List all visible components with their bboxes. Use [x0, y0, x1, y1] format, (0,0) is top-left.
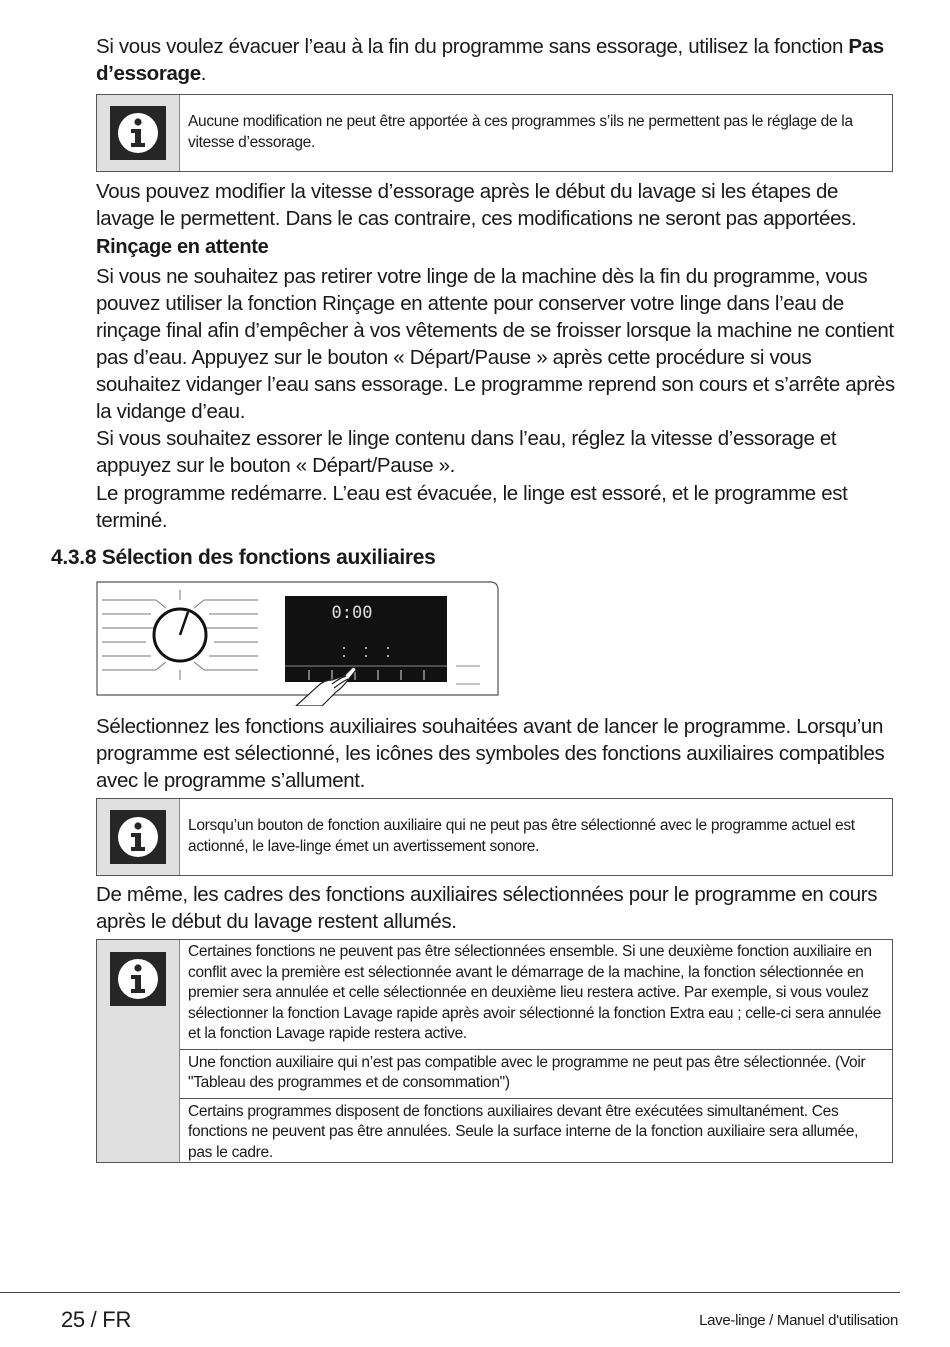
note-2-text: Lorsqu’un bouton de fonction auxiliaire qui ne peut pas être sélectionné avec le programme actuel est actionné, le lave-linge émet un avertissement sonore. [188, 817, 855, 855]
note-1-text: Aucune modification ne peut être apportée à ces programmes s’ils ne permettent pas le réglage de la vitesse d’essorage. [188, 113, 853, 151]
speed-paragraph: Vous pouvez modifier la vitesse d’essorage après le début du lavage si les étapes de lavage le permettent. Dans le cas contraire, ces modifications ne seront pas apportées. [96, 180, 857, 230]
info-note-3 [96, 939, 893, 1163]
intro-bold-term: Pas d’essorage [96, 35, 884, 85]
note-body [180, 95, 892, 171]
info-icon [110, 810, 166, 864]
info-icon [110, 952, 166, 1006]
page-number: 25 / FR [61, 1307, 132, 1332]
note-3-text-2: Une fonction auxiliaire qui n’est pas compatible avec le programme ne peut pas être sélectionnée. (Voir "Tableau des programmes et de consommation") [180, 1049, 892, 1098]
note-3-text-3: Certains programmes disposent de fonctions auxiliaires devant être exécutées simultanément. Ces fonctions ne peuvent pas être annulées. Seule la surface interne de la fonction auxiliaire sera allumée, pas le cadre. [180, 1098, 892, 1168]
document-name: Lave-linge / Manuel d'utilisation [699, 1312, 898, 1329]
control-panel-illustration [96, 580, 500, 711]
section-heading: 4.3.8 Sélection des fonctions auxiliaires [51, 546, 436, 569]
select-paragraph: Sélectionnez les fonctions auxiliaires souhaitées avant de lancer le programme. Lorsqu’un programme est sélectionné, les icônes des symboles des fonctions auxiliaires compatibles avec le programme s’allument. [96, 715, 885, 792]
frames-paragraph: De même, les cadres des fonctions auxiliaires sélectionnées pour le programme en cours après le début du lavage restent allumés. [96, 883, 878, 933]
info-note-1 [96, 94, 893, 172]
intro-end: . [200, 62, 207, 85]
display-time: 0:00 [331, 603, 373, 623]
note-icon-cell [97, 95, 180, 171]
note-icon-cell [97, 799, 180, 875]
note-body [180, 940, 892, 1162]
footer-divider [0, 1292, 900, 1293]
info-icon [110, 106, 166, 160]
intro-paragraph [96, 33, 896, 87]
rinse-paragraph-1: Si vous ne souhaitez pas retirer votre linge de la machine dès la fin du programme, vous pouvez utiliser la fonction Rinçage en attente pour conserver votre linge dans l’eau de rinçage final afin d’empêcher à vos vêtements de se froisser lorsque la machine ne contient pas d’eau. Appuyez sur le bouton « Départ/Pause » après cette procédure si vous souhaitez vidanger l’eau sans essorage. Le programme reprend son cours et s’arrête après la vidange d’eau. [96, 265, 895, 423]
rinse-paragraph-3: Le programme redémarre. L’eau est évacuée, le linge est essoré, et le programme est terminé. [96, 482, 848, 532]
note-body [180, 799, 892, 875]
intro-text: Si vous voulez évacuer l’eau à la fin du programme sans essorage, utilisez la fonction [96, 35, 849, 58]
rinse-paragraph-2: Si vous souhaitez essorer le linge contenu dans l’eau, réglez la vitesse d’essorage et appuyez sur le bouton « Départ/Pause ». [96, 427, 837, 477]
note-icon-cell [97, 940, 180, 1162]
info-note-2 [96, 798, 893, 876]
rinse-hold-heading: Rinçage en attente [96, 236, 269, 258]
note-3-text-1: Certaines fonctions ne peuvent pas être sélectionnées ensemble. Si une deuxième fonction auxiliaire en conflit avec la première est sélectionnée avant le démarrage de la machine, la fonction sélectionnée en premier sera annulée et celle sélectionnée en deuxième lieu restera active. Par exemple, si vous voulez sélectionner la fonction Lavage rapide après avoir sélectionné la fonction Extra eau ; celle-ci sera annulée et la fonction Lavage rapide restera active. [188, 943, 882, 1042]
